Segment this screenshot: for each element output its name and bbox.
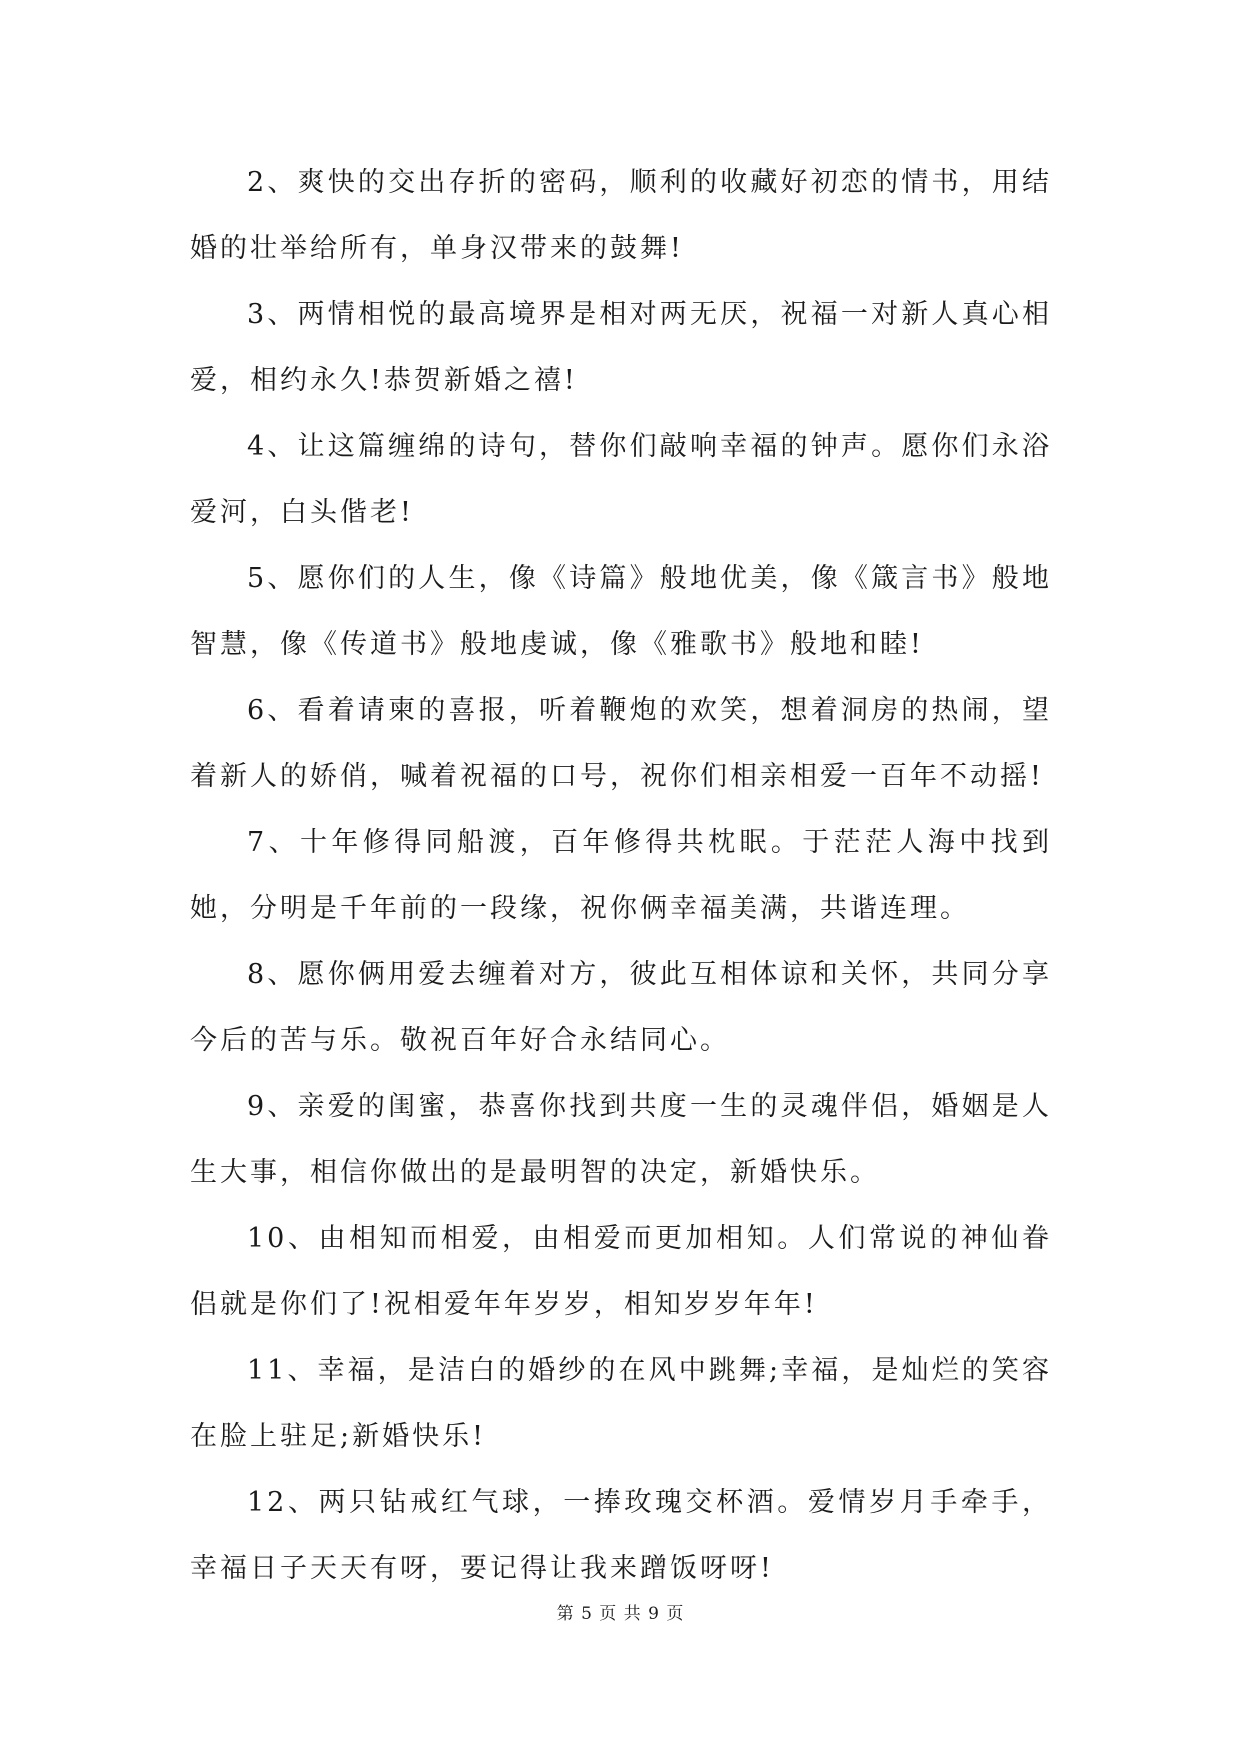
paragraph-4: 4、让这篇缠绵的诗句，替你们敲响幸福的钟声。愿你们永浴爱河，白头偕老! — [190, 431, 1052, 528]
paragraph-6: 6、看着请柬的喜报，听着鞭炮的欢笑，想着洞房的热闹，望着新人的娇俏，喊着祝福的口号，祝你们相亲相爱一百年不动摇! — [190, 695, 1052, 792]
paragraph-9: 9、亲爱的闺蜜，恭喜你找到共度一生的灵魂伴侣，婚姻是人生大事，相信你做出的是最明智的决定，新婚快乐。 — [190, 1091, 1052, 1188]
paragraph-2: 2、爽快的交出存折的密码，顺利的收藏好初恋的情书，用结婚的壮举给所有，单身汉带来的鼓舞! — [190, 167, 1052, 264]
document-body — [190, 150, 1052, 1602]
paragraph-12: 12、两只钻戒红气球，一捧玫瑰交杯酒。爱情岁月手牵手，幸福日子天天有呀，要记得让我来蹭饭呀呀! — [190, 1487, 1052, 1584]
paragraph-3: 3、两情相悦的最高境界是相对两无厌，祝福一对新人真心相爱，相约永久!恭贺新婚之禧! — [190, 299, 1052, 396]
paragraph-5: 5、愿你们的人生，像《诗篇》般地优美，像《箴言书》般地智慧，像《传道书》般地虔诚，像《雅歌书》般地和睦! — [190, 563, 1052, 660]
paragraph-8: 8、愿你俩用爱去缠着对方，彼此互相体谅和关怀，共同分享今后的苦与乐。敬祝百年好合永结同心。 — [190, 959, 1052, 1056]
paragraph-7: 7、十年修得同船渡，百年修得共枕眠。于茫茫人海中找到她，分明是千年前的一段缘，祝你俩幸福美满，共谐连理。 — [190, 827, 1052, 924]
paragraph-11: 11、幸福，是洁白的婚纱的在风中跳舞;幸福，是灿烂的笑容在脸上驻足;新婚快乐! — [190, 1355, 1052, 1452]
paragraph-10: 10、由相知而相爱，由相爱而更加相知。人们常说的神仙眷侣就是你们了!祝相爱年年岁岁，相知岁岁年年! — [190, 1223, 1052, 1320]
page-number-footer: 第 5 页 共 9 页 — [556, 1604, 685, 1624]
